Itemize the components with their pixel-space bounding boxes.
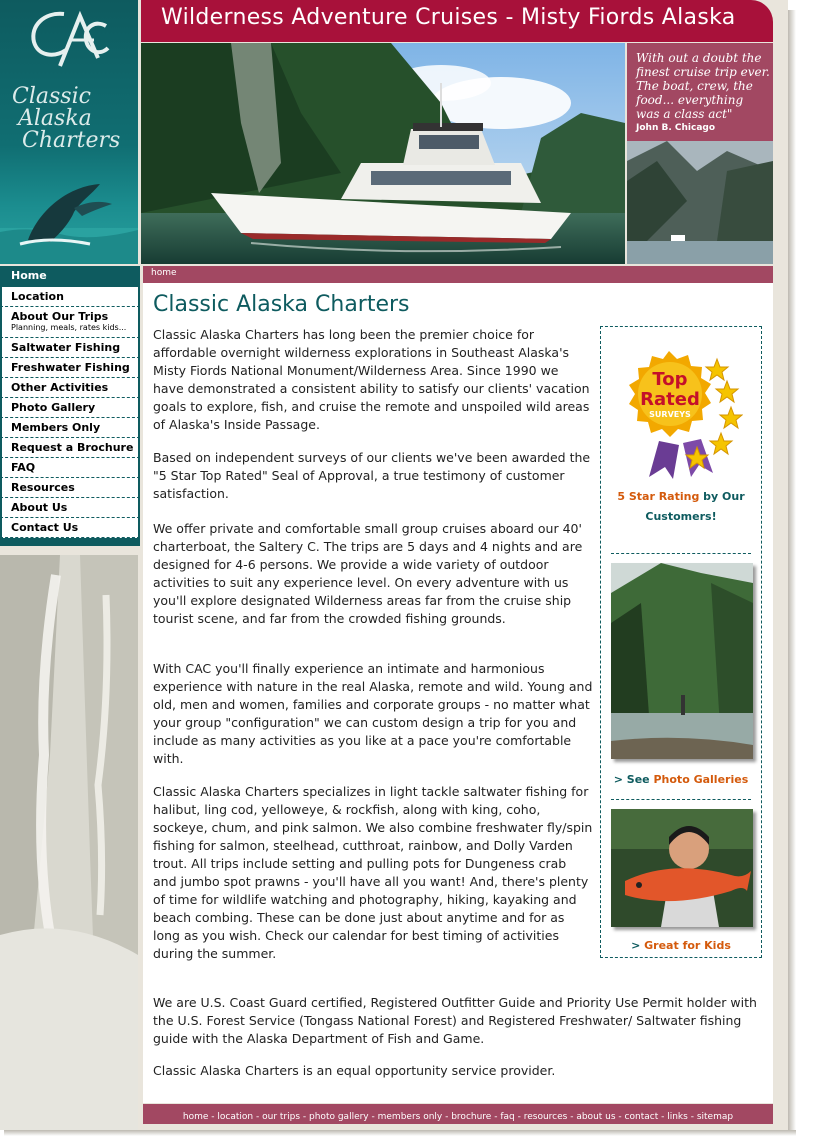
footer-sep: - [300, 1112, 310, 1122]
testimonial-quote: With out a doubt the finest cruise trip ever. The boat, crew, the food... everything was a class act" [636, 51, 770, 121]
divider [611, 553, 751, 554]
gallery-link-prefix: > See [613, 773, 654, 786]
river-illustration [611, 563, 753, 759]
waterfall-illustration [0, 555, 138, 1130]
waterfall-photo [0, 555, 138, 1130]
nav-item-other-activities[interactable]: Other Activities [0, 378, 140, 398]
rating-highlight: 5 Star Rating [617, 490, 700, 503]
nav-item-resources[interactable]: Resources [0, 478, 140, 498]
hero-illustration [141, 43, 625, 264]
footer-sep: - [514, 1112, 524, 1122]
photo-galleries-link[interactable] [601, 773, 761, 786]
gallery-link-text: Photo Galleries [653, 773, 749, 786]
nav-item-photo-gallery[interactable]: Photo Gallery [0, 398, 140, 418]
nav-item-members-only[interactable]: Members Only [0, 418, 140, 438]
breadcrumb [143, 266, 773, 283]
badge-bottom-text: SURVEYS [649, 410, 691, 419]
nav-item-location[interactable]: Location [0, 287, 140, 307]
footer-link-photo-gallery[interactable]: photo gallery [309, 1112, 369, 1122]
logo-line-3: Charters [22, 128, 121, 153]
great-for-kids-link[interactable] [601, 939, 761, 952]
sidebar-right [600, 326, 762, 958]
frame-shadow-bottom [4, 1130, 796, 1136]
footer-sep: - [491, 1112, 501, 1122]
frame-shadow [788, 10, 796, 1134]
nav-item-home[interactable]: Home [0, 266, 140, 287]
testimonial-box [627, 43, 773, 141]
footer-link-faq[interactable]: faq [500, 1112, 515, 1122]
rating-paragraph: Based on independent surveys of our clients we've been awarded the "5 Star Top Rated" Seal of Approval, a true testimony of customer satisfaction. [153, 450, 591, 501]
top-rated-badge [619, 349, 743, 479]
logo-line-1: Classic [12, 84, 91, 109]
certification-paragraph: We are U.S. Coast Guard certified, Registered Outfitter Guide and Priority Use Permit holder with the U.S. Forest Service (Tongass National Forest) and Registered Freshwater/ Saltwater fishing guide with the Alaska Department of Fish and Game. [153, 995, 757, 1046]
logo[interactable] [0, 0, 138, 264]
footer-link-sitemap[interactable]: sitemap [696, 1112, 734, 1122]
trips-paragraph: We offer private and comfortable small group cruises aboard our 40' charterboat, the Saltery C. The trips are 5 days and 4 nights and are designed for 4-6 persons. We provide a wide variety of outdoor activities to suit any experience level. On every adventure with us you'll explore designated Wilderness areas far from the cruise ship tourist scene, and far from the crowded fishing grounds. [153, 521, 583, 626]
nav-item-contact-us[interactable]: Contact Us [0, 518, 140, 538]
hero-boat-photo [141, 43, 625, 264]
nav-item-about-us[interactable]: About Us [0, 498, 140, 518]
site-title: Wilderness Adventure Cruises - Misty Fiords Alaska [161, 5, 736, 30]
footer-sep: - [253, 1112, 263, 1122]
kid-fish-illustration [611, 809, 753, 927]
footer-link-location[interactable]: location [217, 1112, 254, 1122]
nav-item-request-brochure[interactable]: Request a Brochure [0, 438, 140, 458]
nav-item-subtext: Planning, meals, rates kids... [11, 323, 127, 332]
fishing-paragraph: Classic Alaska Charters specializes in light tackle saltwater fishing for halibut, ling cod, yelloweye, & rockfish, along with king, coho, sockeye, chum, and pink salmon. We also combine freshwater fly/spin fishing for salmon, steelhead, cutthroat, rainbow, and Dolly Varden trout. All trips include setting and pulling pots for Dungeness crab and jumbo spot prawns - you'll have all you want! And, there's plenty of time for wildlife watching and photography, hiking, kayaking and beach combing. These can be done just about anytime and for as long as you wish. Check our calendar for best timing of activities during the summer. [153, 784, 593, 961]
kid-with-fish-photo[interactable] [611, 809, 753, 927]
nav-bottom-edge [0, 538, 140, 546]
footer-link-about-us[interactable]: about us [576, 1112, 616, 1122]
equal-opportunity-paragraph: Classic Alaska Charters is an equal opportunity service provider. [153, 1063, 556, 1078]
kids-link-text: Great for Kids [644, 939, 731, 952]
footer-sep: - [658, 1112, 668, 1122]
footer-sep: - [442, 1112, 452, 1122]
nav-item-freshwater-fishing[interactable]: Freshwater Fishing [0, 358, 140, 378]
footer-link-members-only[interactable]: members only [377, 1112, 443, 1122]
intro-paragraph: Classic Alaska Charters has long been the premier choice for affordable overnight wilderness explorations in Southeast Alaska's Misty Fiords National Monument/Wilderness Area. Since 1990 we have demonstrated a consistent ability to satisfy our clients' vacation goals to explore, fish, and cruise the remote and unspoiled wild areas of Alaska's Inside Passage. [153, 327, 590, 432]
kids-link-prefix: > [631, 939, 645, 952]
footer-nav [143, 1104, 773, 1124]
breadcrumb-home[interactable]: home [151, 268, 177, 278]
sidebar-nav [0, 266, 140, 546]
footer-sep: - [567, 1112, 577, 1122]
testimonial-author: John B. Chicago [636, 123, 716, 133]
footer-sep: - [368, 1112, 378, 1122]
nav-item-saltwater-fishing[interactable]: Saltwater Fishing [0, 338, 140, 358]
footer-sep: - [208, 1112, 218, 1122]
nav-item-about-our-trips[interactable] [0, 307, 140, 338]
badge-mid-text: Rated [640, 389, 700, 410]
logo-text [12, 86, 120, 152]
nav-item-faq[interactable]: FAQ [0, 458, 140, 478]
experience-paragraph: With CAC you'll finally experience an intimate and harmonious experience with nature in the real Alaska, remote and wild. Young and old, men and women, families and corporate groups - no matter what your group "configuration" we can custom design a trip for you and include as many activities as you like at a pace you're comfortable with. [153, 661, 593, 766]
footer-link-home[interactable]: home [182, 1112, 209, 1122]
divider [611, 799, 751, 800]
footer-link-contact[interactable]: contact [624, 1112, 659, 1122]
footer-link-our-trips[interactable]: our trips [262, 1112, 301, 1122]
humpback-whale-image [0, 178, 138, 264]
fiord-illustration [627, 141, 773, 264]
header-title-bar [141, 0, 773, 42]
footer-link-resources[interactable]: resources [523, 1112, 568, 1122]
footer-sep: - [687, 1112, 697, 1122]
badge-top-text: Top [652, 369, 688, 390]
fishing-river-photo[interactable] [611, 563, 753, 759]
page-title: Classic Alaska Charters [153, 292, 410, 317]
footer-sep: - [615, 1112, 625, 1122]
footer-link-brochure[interactable]: brochure [451, 1112, 492, 1122]
nav-item-label: About Our Trips [11, 310, 109, 323]
cac-logo-mark [24, 6, 110, 76]
rating-rest: by Our Customers! [645, 490, 745, 523]
fiord-photo [627, 141, 773, 264]
logo-line-2: Alaska [18, 106, 92, 131]
rating-caption [601, 487, 761, 527]
footer-link-links[interactable]: links [667, 1112, 688, 1122]
